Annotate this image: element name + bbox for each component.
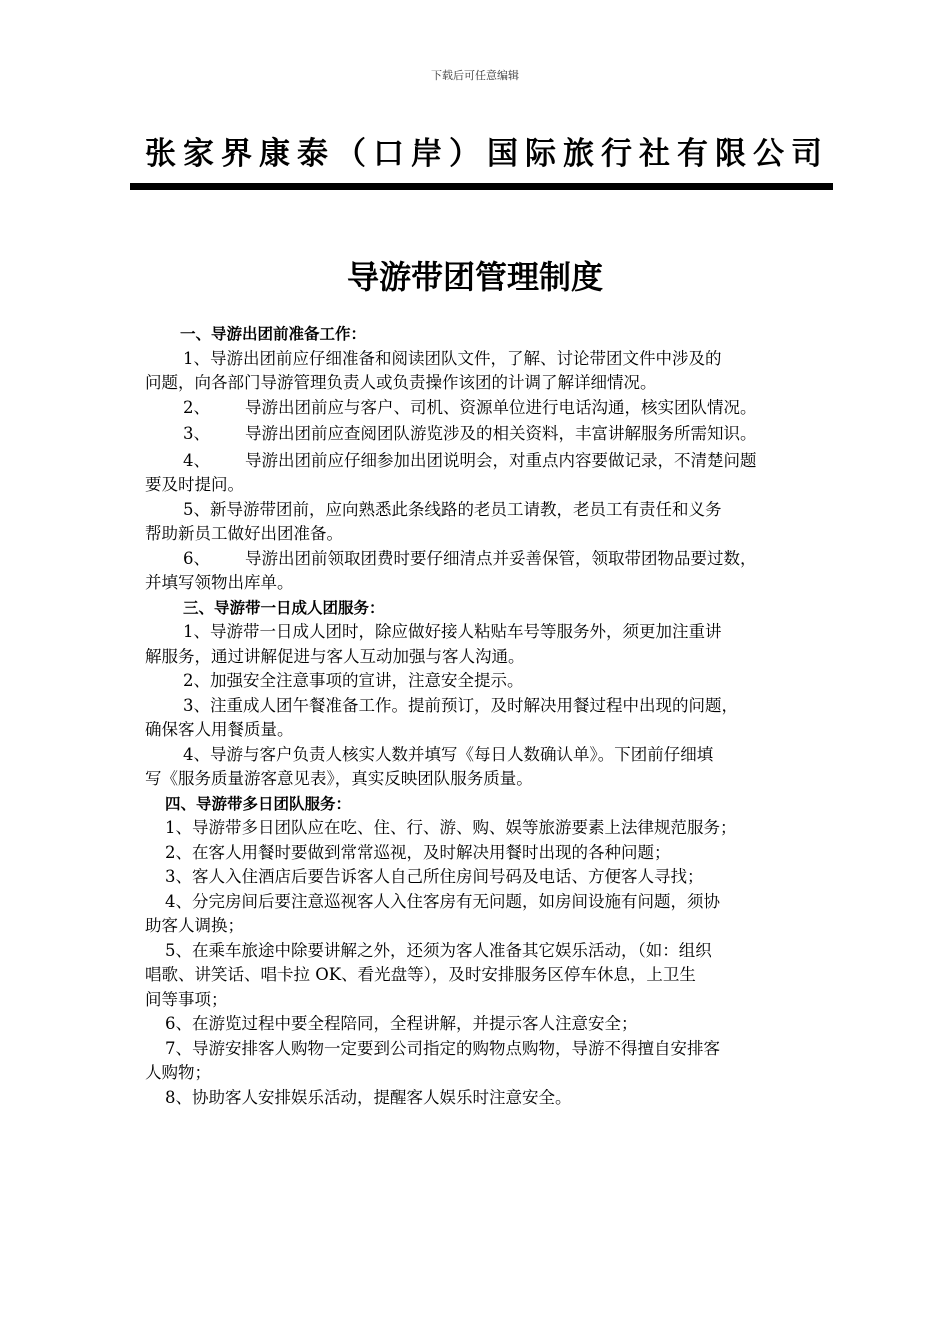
paragraph: 1、导游带多日团队应在吃、住、行、游、购、娱等旅游要素上法律规范服务； [165,818,737,837]
item-number: 4、 [183,450,210,470]
paragraph: 2、在客人用餐时要做到常常巡视，及时解决用餐时出现的各种问题； [165,842,671,862]
paragraph: 1、导游出团前应仔细准备和阅读团队文件，了解、讨论带团文件中涉及的 [183,348,722,368]
item-number: 6、 [183,548,210,568]
paragraph: 7、导游安排客人购物一定要到公司指定的购物点购物，导游不得擅自安排客 [165,1038,720,1058]
paragraph: 1、导游带一日成人团时，除应做好接人粘贴车号等服务外，须更加注重讲 [183,622,722,641]
paragraph: 助客人调换； [145,916,244,935]
paragraph: 确保客人用餐质量。 [145,720,294,739]
paragraph: 2、加强安全注意事项的宣讲，注意安全提示。 [183,671,524,690]
paragraph: 3、客人入住酒店后要告诉客人自己所住房间号码及电话、方便客人寻找； [165,867,704,886]
section-1-heading: 一、导游出团前准备工作： [180,325,367,343]
numbered-item [145,422,815,447]
item-number: 3、 [183,424,210,443]
section-4-heading: 四、导游带多日团队服务： [165,794,352,813]
paragraph: 5、新导游带团前，应向熟悉此条线路的老员工请教，老员工有责任和义务 [183,499,722,519]
paragraph: 人购物； [145,1063,211,1082]
section-3-heading: 三、导游带一日成人团服务： [183,598,385,617]
page-header-note: 下载后可任意编辑 [431,69,519,82]
item-text: 导游出团前领取团费时要仔细清点并妥善保管，领取带团物品要过数， [245,548,757,568]
company-name: 张家界康泰（口岸）国际旅行社有限公司 [145,136,829,172]
document-body [145,322,815,1110]
paragraph: 并填写领物出库单。 [145,573,294,592]
paragraph: 8、协助客人安排娱乐活动，提醒客人娱乐时注意安全。 [165,1087,572,1107]
document-title: 导游带团管理制度 [346,258,603,296]
item-text: 导游出团前应仔细参加出团说明会，对重点内容要做记录，不清楚问题 [245,450,757,470]
paragraph: 问题，向各部门导游管理负责人或负责操作该团的计调了解详细情况。 [145,373,657,392]
item-number: 2、 [183,397,210,417]
paragraph: 间等事项； [145,989,228,1009]
paragraph: 解服务，通过讲解促进与客人互动加强与客人沟通。 [145,646,525,666]
numbered-item [145,547,815,572]
item-text: 导游出团前应查阅团队游览涉及的相关资料，丰富讲解服务所需知识。 [245,424,757,443]
numbered-item [145,449,815,474]
paragraph: 6、在游览过程中要全程陪同，全程讲解，并提示客人注意安全； [165,1014,638,1033]
paragraph: 3、注重成人团午餐准备工作。提前预订，及时解决用餐过程中出现的问题， [183,695,738,715]
header-divider [130,183,833,190]
paragraph: 帮助新员工做好出团准备。 [145,524,343,543]
paragraph: 4、分完房间后要注意巡视客人入住客房有无问题，如房间设施有问题，须协 [165,891,720,911]
paragraph: 4、导游与客户负责人核实人数并填写《每日人数确认单》。下团前仔细填 [183,744,714,764]
paragraph: 要及时提问。 [145,475,244,494]
paragraph: 写《服务质量游客意见表》，真实反映团队服务质量。 [145,769,533,788]
item-text: 导游出团前应与客户、司机、资源单位进行电话沟通，核实团队情况。 [245,397,757,417]
paragraph: 5、在乘车旅途中除要讲解之外，还须为客人准备其它娱乐活动，（如：组织 [165,940,712,960]
numbered-item [145,396,815,421]
paragraph: 唱歌、讲笑话、唱卡拉 OK、看光盘等），及时安排服务区停车休息，上卫生 [145,965,696,984]
